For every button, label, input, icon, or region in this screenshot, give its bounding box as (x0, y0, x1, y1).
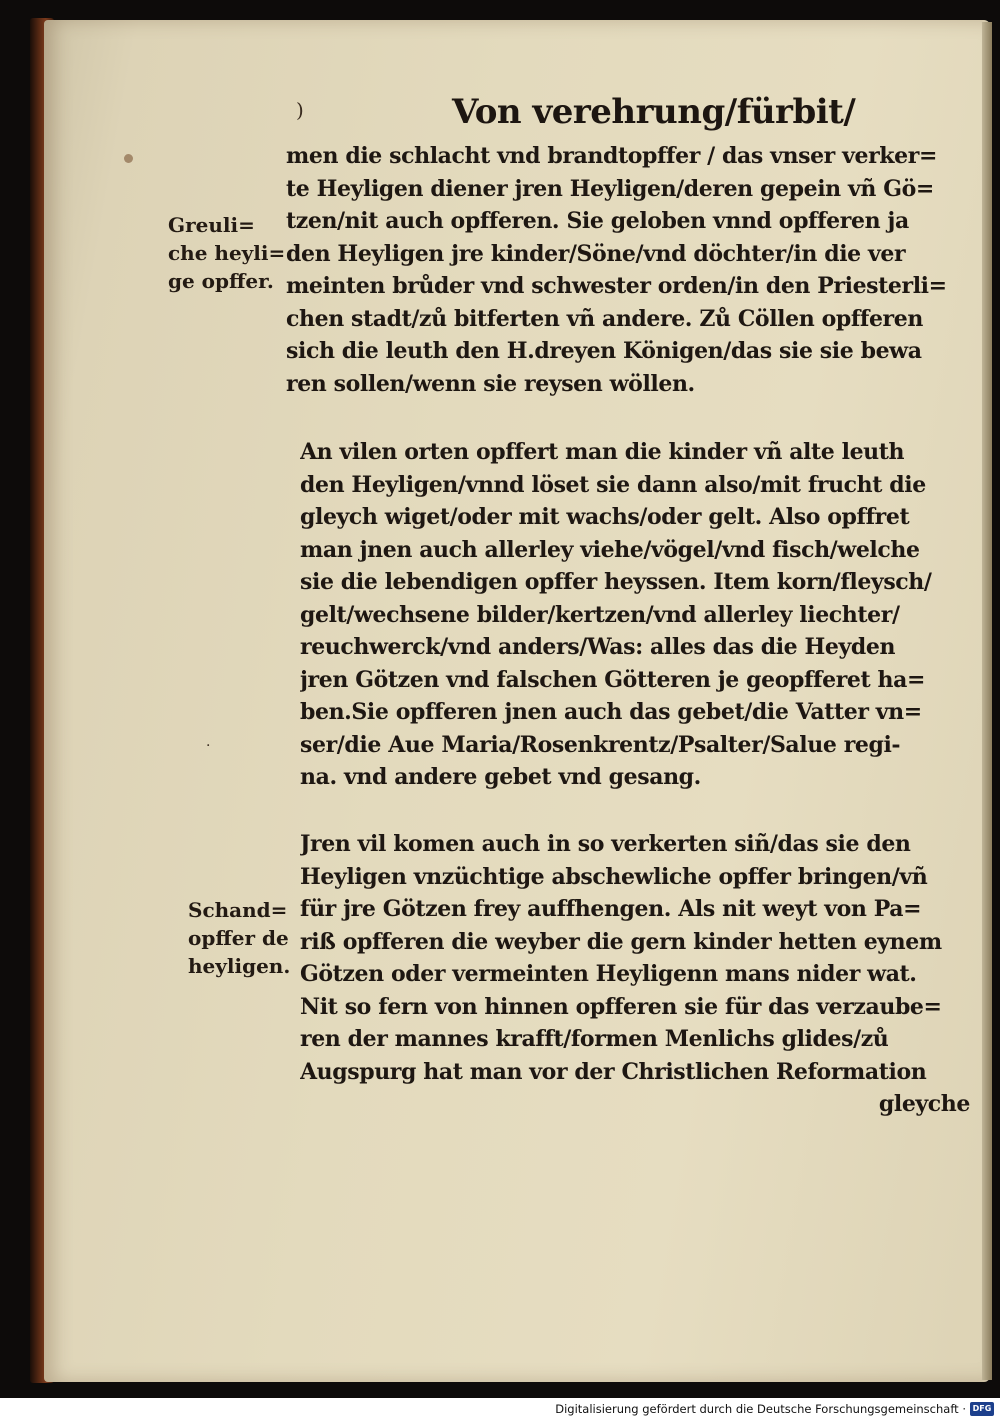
text-line: An vilen orten opffert man die kinder vñ alte leuth (300, 439, 905, 465)
text-line: Augspurg hat man vor der Christlichen Reformation (300, 1058, 927, 1085)
margin-note-2 (188, 896, 290, 980)
paragraph-2 (300, 436, 970, 794)
text-line: men die schlacht vnd brandtopffer / das vnser verker= (286, 143, 937, 169)
text-line: den Heyligen jre kinder/Söne/vnd döchter/in die ver (286, 240, 906, 267)
text-line: meinten brůder vnd schwester orden/in den Priesterli= (286, 273, 947, 299)
text-line: tzen/nit auch opfferen. Sie geloben vnnd opfferen ja (286, 208, 909, 234)
margin-note-line: ge opffer. (168, 269, 274, 293)
paragraph-3 (300, 828, 970, 1121)
page-fore-edge (982, 22, 992, 1380)
funding-credit: Digitalisierung gefördert durch die Deutsche Forschungsgemeinschaft · (555, 1402, 966, 1416)
text-line: sich die leuth den H.dreyen Königen/das sie sie bewa (286, 338, 922, 364)
text-line: gleych wiget/oder mit wachs/oder gelt. Also opffret (300, 504, 910, 530)
catchword: gleyche (878, 1091, 970, 1117)
paragraph-1 (286, 140, 970, 400)
text-line: ren der mannes krafft/formen Menlichs glides/zů (300, 1026, 889, 1052)
margin-note-1 (168, 211, 285, 295)
margin-note-line: opffer de (188, 926, 289, 950)
text-line: riß opfferen die weyber die gern kinder hetten eynem (300, 928, 942, 955)
page-dot-mark: · (206, 738, 211, 754)
text-line: Götzen oder vermeinten Heyligenn mans nider wat. (300, 961, 917, 987)
text-line: den Heyligen/vnnd löset sie dann also/mit frucht die (300, 471, 926, 498)
text-line: sie die lebendigen opffer heyssen. Item korn/fleysch/ (300, 569, 932, 595)
text-line: na. vnd andere gebet vnd gesang. (300, 764, 701, 790)
text-line: chen stadt/zů bitferten vñ andere. Zů Cöllen opfferen (286, 305, 923, 332)
text-line: man jnen auch allerley viehe/vögel/vnd fisch/welche (300, 536, 920, 563)
text-line: reuchwerck/vnd anders/Was: alles das die Heyden (300, 634, 896, 660)
text-line: gelt/wechsene bilder/kertzen/vnd allerley liechter/ (300, 601, 900, 628)
page-header: Von verehrung/fürbit/ (452, 92, 856, 132)
page-stain-mark (124, 154, 133, 163)
text-line: ser/die Aue Maria/Rosenkrentz/Psalter/Salue regi- (300, 731, 901, 758)
text-line: ben.Sie opfferen jnen auch das gebet/die Vatter vn= (300, 699, 922, 725)
margin-note-line: che heyli= (168, 241, 286, 265)
text-line: jren Götzen vnd falschen Götteren je geopfferet ha= (300, 666, 925, 693)
margin-note-line: heyligen. (188, 954, 291, 978)
text-line: für jre Götzen frey auffhengen. Als nit weyt von Pa= (300, 896, 922, 922)
margin-note-line: Greuli= (168, 213, 255, 237)
text-line: Nit so fern von hinnen opfferen sie für das verzaube= (300, 993, 942, 1020)
footer-bar (0, 1398, 1000, 1421)
text-line: te Heyligen diener jren Heyligen/deren gepein vñ Gö= (286, 175, 934, 202)
margin-note-line: Schand= (188, 898, 288, 922)
text-line: Heyligen vnzüchtige abschewliche opffer bringen/vñ (300, 863, 928, 890)
dfg-logo-icon: DFG (970, 1402, 994, 1416)
text-line: Jren vil komen auch in so verkerten siñ/das sie den (300, 831, 911, 857)
page-tick-mark: ) (296, 98, 304, 122)
text-line: ren sollen/wenn sie reysen wöllen. (286, 370, 695, 397)
